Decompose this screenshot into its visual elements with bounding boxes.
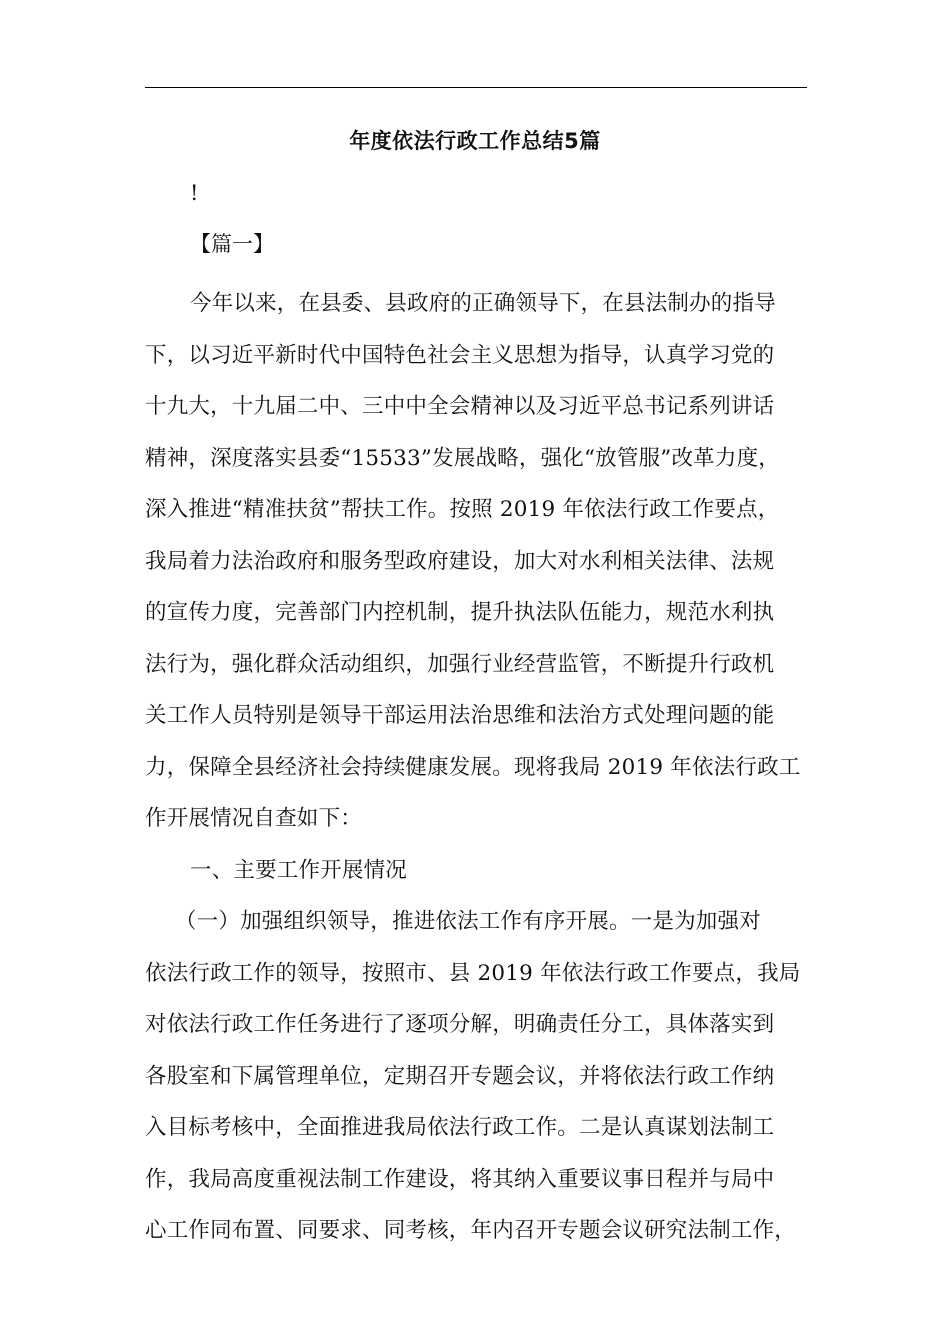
text-line: 力，保障全县经济社会持续健康发展。现将我局 2019 年依法行政工	[145, 754, 801, 780]
exclamation-mark: !	[190, 181, 199, 205]
text-line: 作开展情况自查如下：	[145, 806, 363, 831]
text-line: 十九大，十九届二中、三中中全会精神以及习近平总书记系列讲话	[145, 394, 775, 419]
text-line: 关工作人员特别是领导干部运用法治思维和法治方式处理问题的能	[145, 703, 775, 728]
text-line: 心工作同布置、同要求、同考核，年内召开专题会议研究法制工作，	[145, 1218, 797, 1243]
document-title: 年度依法行政工作总结5篇	[349, 129, 601, 153]
text-line: 一、主要工作开展情况	[190, 857, 408, 883]
text-line: 法行为，强化群众活动组织，加强行业经营监管，不断提升行政机	[145, 651, 775, 677]
text-line: 依法行政工作的领导，按照市、县 2019 年依法行政工作要点，我局	[145, 960, 801, 986]
text-line: 作，我局高度重视法制工作建设，将其纳入重要议事日程并与局中	[145, 1166, 775, 1192]
body-text	[145, 278, 807, 1257]
text-line: 深入推进“精准扶贫”帮扶工作。按照 2019 年依法行政工作要点，	[145, 497, 780, 522]
text-line: 下，以习近平新时代中国特色社会主义思想为指导，认真学习党的	[145, 342, 775, 368]
text-line: 我局着力法治政府和服务型政府建设，加大对水利相关法律、法规	[145, 548, 775, 574]
text-line: （一）加强组织领导，推进依法工作有序开展。一是为加强对	[175, 909, 761, 934]
text-line: 对依法行政工作任务进行了逐项分解，明确责任分工，具体落实到	[145, 1012, 775, 1037]
text-line: 的宣传力度，完善部门内控机制，提升执法队伍能力，规范水利执	[145, 600, 775, 625]
text-line: 入目标考核中，全面推进我局依法行政工作。二是认真谋划法制工	[145, 1115, 775, 1140]
text-line: 今年以来，在县委、县政府的正确领导下，在县法制办的指导	[190, 291, 776, 316]
text-line: 精神，深度落实县委“15533”发展战略，强化“放管服”改革力度，	[145, 445, 780, 471]
text-line: 各股室和下属管理单位，定期召开专题会议，并将依法行政工作纳	[145, 1063, 775, 1089]
header-rule	[145, 87, 807, 88]
section-label: 【篇一】	[190, 232, 274, 256]
